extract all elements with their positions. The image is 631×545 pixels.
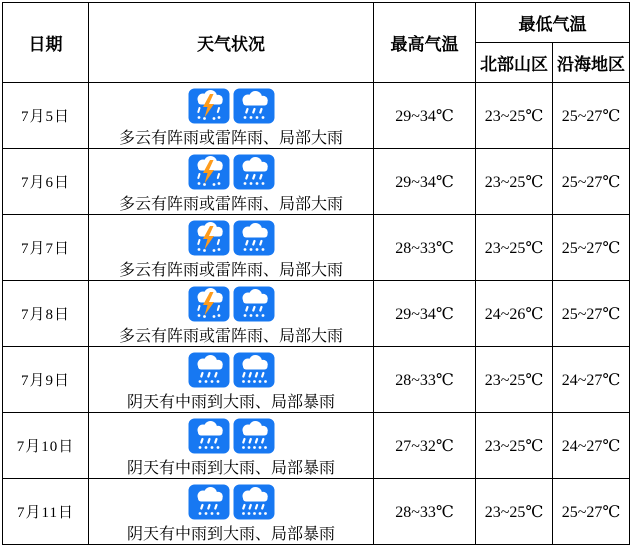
rain-icon: [233, 220, 275, 256]
table-row: [3, 413, 630, 479]
thunder-rain-icon: [188, 154, 230, 190]
table-row: [3, 149, 630, 215]
weather-icons: [89, 220, 373, 256]
weather-cell: [89, 215, 374, 281]
north-temp-cell: 23~25℃: [476, 347, 553, 413]
max-temp-cell: 28~33℃: [374, 347, 476, 413]
table-row: [3, 479, 630, 545]
date-cell: 7月8日: [3, 281, 89, 347]
weather-icons: [89, 484, 373, 520]
rain-icon: [188, 484, 230, 520]
date-cell: 7月6日: [3, 149, 89, 215]
weather-cell: [89, 149, 374, 215]
thunder-rain-icon: [188, 220, 230, 256]
north-temp-cell: 23~25℃: [476, 215, 553, 281]
weather-description: 阴天有中雨到大雨、局部暴雨: [126, 394, 335, 411]
weather-cell: [89, 83, 374, 149]
thunder-rain-icon: [188, 88, 230, 124]
rain-icon: [188, 418, 230, 454]
table-row: [3, 215, 630, 281]
date-cell: 7月5日: [3, 83, 89, 149]
date-cell: 7月7日: [3, 215, 89, 281]
table-row: [3, 281, 630, 347]
weather-description: 多云有阵雨或雷阵雨、局部大雨: [118, 328, 343, 345]
header-min-temp: 最低气温: [476, 3, 630, 43]
weather-icons: [89, 418, 373, 454]
rain-icon: [233, 286, 275, 322]
weather-forecast-table: [2, 2, 630, 545]
coast-temp-cell: 24~27℃: [553, 347, 630, 413]
weather-cell: [89, 479, 374, 545]
table-row: [3, 347, 630, 413]
max-temp-cell: 29~34℃: [374, 83, 476, 149]
max-temp-cell: 28~33℃: [374, 479, 476, 545]
north-temp-cell: 23~25℃: [476, 149, 553, 215]
weather-icons: [89, 286, 373, 322]
table-row: [3, 83, 630, 149]
heavy-rain-icon: [233, 352, 275, 388]
weather-icons: [89, 154, 373, 190]
weather-cell: [89, 281, 374, 347]
weather-description: 阴天有中雨到大雨、局部暴雨: [126, 460, 335, 477]
date-cell: 7月11日: [3, 479, 89, 545]
coast-temp-cell: 25~27℃: [553, 215, 630, 281]
coast-temp-cell: 25~27℃: [553, 479, 630, 545]
header-weather: 天气状况: [89, 3, 374, 83]
coast-temp-cell: 24~27℃: [553, 413, 630, 479]
rain-icon: [233, 154, 275, 190]
weather-description: 多云有阵雨或雷阵雨、局部大雨: [118, 130, 343, 147]
weather-description: 阴天有中雨到大雨、局部暴雨: [126, 526, 335, 543]
rain-icon: [233, 88, 275, 124]
date-cell: 7月10日: [3, 413, 89, 479]
header-date: 日期: [3, 3, 89, 83]
weather-icons: [89, 352, 373, 388]
table-header: [3, 3, 630, 83]
max-temp-cell: 28~33℃: [374, 215, 476, 281]
weather-description: 多云有阵雨或雷阵雨、局部大雨: [118, 262, 343, 279]
max-temp-cell: 29~34℃: [374, 149, 476, 215]
north-temp-cell: 24~26℃: [476, 281, 553, 347]
table-body: [3, 83, 630, 545]
header-coastal: 沿海地区: [553, 43, 630, 83]
rain-icon: [188, 352, 230, 388]
date-cell: 7月9日: [3, 347, 89, 413]
north-temp-cell: 23~25℃: [476, 479, 553, 545]
weather-description: 多云有阵雨或雷阵雨、局部大雨: [118, 196, 343, 213]
coast-temp-cell: 25~27℃: [553, 281, 630, 347]
weather-cell: [89, 413, 374, 479]
header-row-top: [3, 3, 630, 43]
coast-temp-cell: 25~27℃: [553, 149, 630, 215]
header-max-temp: 最高气温: [374, 3, 476, 83]
coast-temp-cell: 25~27℃: [553, 83, 630, 149]
max-temp-cell: 29~34℃: [374, 281, 476, 347]
thunder-rain-icon: [188, 286, 230, 322]
header-north-mountain: 北部山区: [476, 43, 553, 83]
heavy-rain-icon: [233, 418, 275, 454]
north-temp-cell: 23~25℃: [476, 413, 553, 479]
weather-cell: [89, 347, 374, 413]
north-temp-cell: 23~25℃: [476, 83, 553, 149]
weather-icons: [89, 88, 373, 124]
heavy-rain-icon: [233, 484, 275, 520]
max-temp-cell: 27~32℃: [374, 413, 476, 479]
